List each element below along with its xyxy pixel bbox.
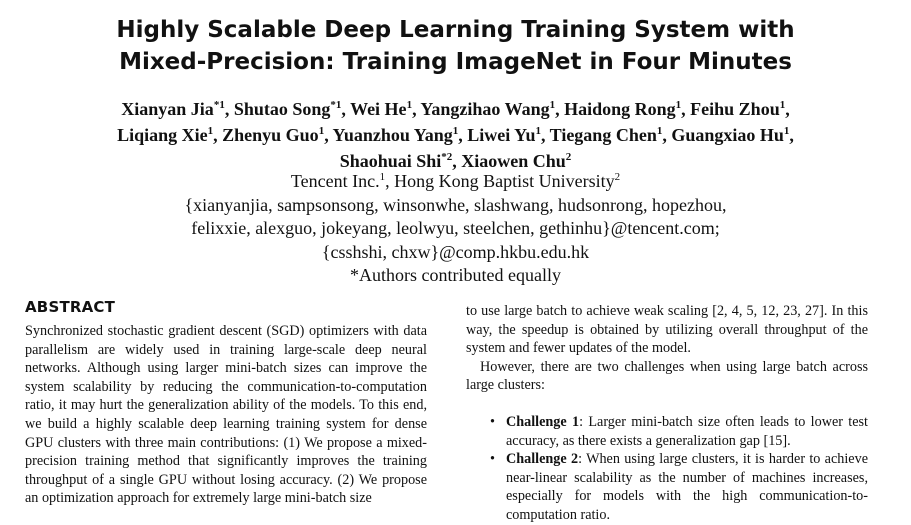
author-affiliation-mark: 1 (207, 125, 214, 137)
abstract-text: Synchronized stochastic gradient descent (SGD) optimizers with data parallelism are widely used in training large-scale deep neural networks. Although using larger mini-batch sizes can improve the system scalability by reducing the communication-to-computation ratio, it may hurt the generalization ability of the models. To this end, we build a highly scalable deep learning training system for dense GPU clusters with three main contributions: (1) We propose a mixed-precision training method that significantly improves the training throughput of a single GPU without losing accuracy. (2) We propose an optimization approach for extremely large mini-batch size (25, 323, 427, 507)
affiliations-block (0, 170, 911, 288)
author-name: Zhenyu Guo (222, 125, 319, 145)
author-affiliation-mark: 1 (783, 125, 790, 137)
author-affiliation-mark: 1 (675, 99, 682, 111)
email-line-3: {csshshi, chxw}@comp.hkbu.edu.hk (321, 241, 590, 262)
intro-paragraph: to use large batch to achieve weak scaling [2, 4, 5, 12, 23, 27]. In this way, the speedup is obtained by utilizing overall throughput of the system and fewer updates of the model. (466, 303, 868, 357)
list-item (466, 450, 868, 524)
author-list (0, 96, 911, 174)
org-mark: 1 (379, 171, 386, 183)
author-name: Liwei Yu (467, 125, 536, 145)
bullet-icon: • (490, 413, 495, 430)
author-name: Guangxiao Hu (671, 125, 784, 145)
author-affiliation-mark: 2 (565, 151, 572, 163)
org-separator: , (385, 171, 395, 191)
author-affiliation-mark: 1 (549, 99, 556, 111)
author-affiliation-mark: *1 (213, 99, 225, 111)
author-affiliation-mark: *2 (441, 151, 453, 163)
author-affiliation-mark: 1 (452, 125, 459, 137)
author-line-1: Xianyan Jia$^{*1}$, Shutao Song$^{*1}$, Wei He$^1$, Yangzihao Wang$^1$, Haidong Rong$^1$, Feihu Zhou$^1$, (121, 99, 790, 119)
author-name: Feihu Zhou (690, 99, 780, 119)
right-column (466, 302, 868, 525)
org-hkbu: Hong Kong Baptist University (394, 171, 615, 191)
challenge-text: : Larger mini-batch size often leads to lower test accuracy, as there exists a generalization gap [15]. (506, 413, 868, 449)
author-name: Xianyan Jia (121, 99, 214, 119)
title-line-1: Highly Scalable Deep Learning Training System with (116, 17, 795, 43)
author-affiliation-mark: 1 (318, 125, 325, 137)
challenge-text: : When using large clusters, it is harder to achieve near-linear scalability as the number of machines increases, especially for models with the high communication-to-computation ratio. (506, 451, 868, 523)
author-name: Haidong Rong (564, 99, 676, 119)
challenge-list (466, 413, 868, 525)
author-name: Yuanzhou Yang (332, 125, 453, 145)
org-tencent: Tencent Inc. (290, 171, 380, 191)
author-name: Shutao Song (233, 99, 331, 119)
bullet-icon: • (490, 451, 495, 468)
author-affiliation-mark: 1 (656, 125, 663, 137)
author-name: Liqiang Xie (117, 125, 208, 145)
list-item (466, 413, 868, 450)
author-name: Yangzihao Wang (420, 99, 550, 119)
challenges-intro: However, there are two challenges when using large batch across large clusters: (466, 358, 868, 394)
author-affiliation-mark: *1 (330, 99, 342, 111)
author-affiliation-mark: 1 (779, 99, 786, 111)
author-name: Shaohuai Shi (339, 151, 442, 171)
email-line-2: felixxie, alexguo, jokeyang, leolwyu, steelchen, gethinhu}@tencent.com; (191, 218, 720, 238)
author-line-2: Liqiang Xie$^1$, Zhenyu Guo$^1$, Yuanzhou Yang$^1$, Liwei Yu$^1$, Tiegang Chen$^1$, Guangxiao Hu$^1$, (117, 125, 794, 145)
author-line-3: Shaohuai Shi$^{*2}$, Xiaowen Chu$^2$ (339, 151, 572, 171)
challenge-label: Challenge 2 (506, 451, 579, 468)
affiliation-orgs (0, 170, 911, 194)
org-mark: 2 (614, 171, 621, 183)
author-affiliation-mark: 1 (535, 125, 541, 137)
email-line-1: {xianyanjia, sampsonsong, winsonwhe, slashwang, hudsonrong, hopezhou, (184, 194, 727, 215)
author-affiliation-mark: 1 (406, 99, 413, 111)
challenge-label: Challenge 1 (506, 413, 580, 430)
equal-contribution-note: *Authors contributed equally (350, 265, 561, 285)
abstract-heading: ABSTRACT (25, 298, 116, 316)
title-line-2: Mixed-Precision: Training ImageNet in Four Minutes (119, 49, 792, 75)
author-name: Xiaowen Chu (461, 151, 566, 171)
author-name: Tiegang Chen (549, 125, 657, 145)
author-name: Wei He (350, 99, 407, 119)
left-column (25, 297, 427, 508)
paper-title (0, 14, 911, 78)
